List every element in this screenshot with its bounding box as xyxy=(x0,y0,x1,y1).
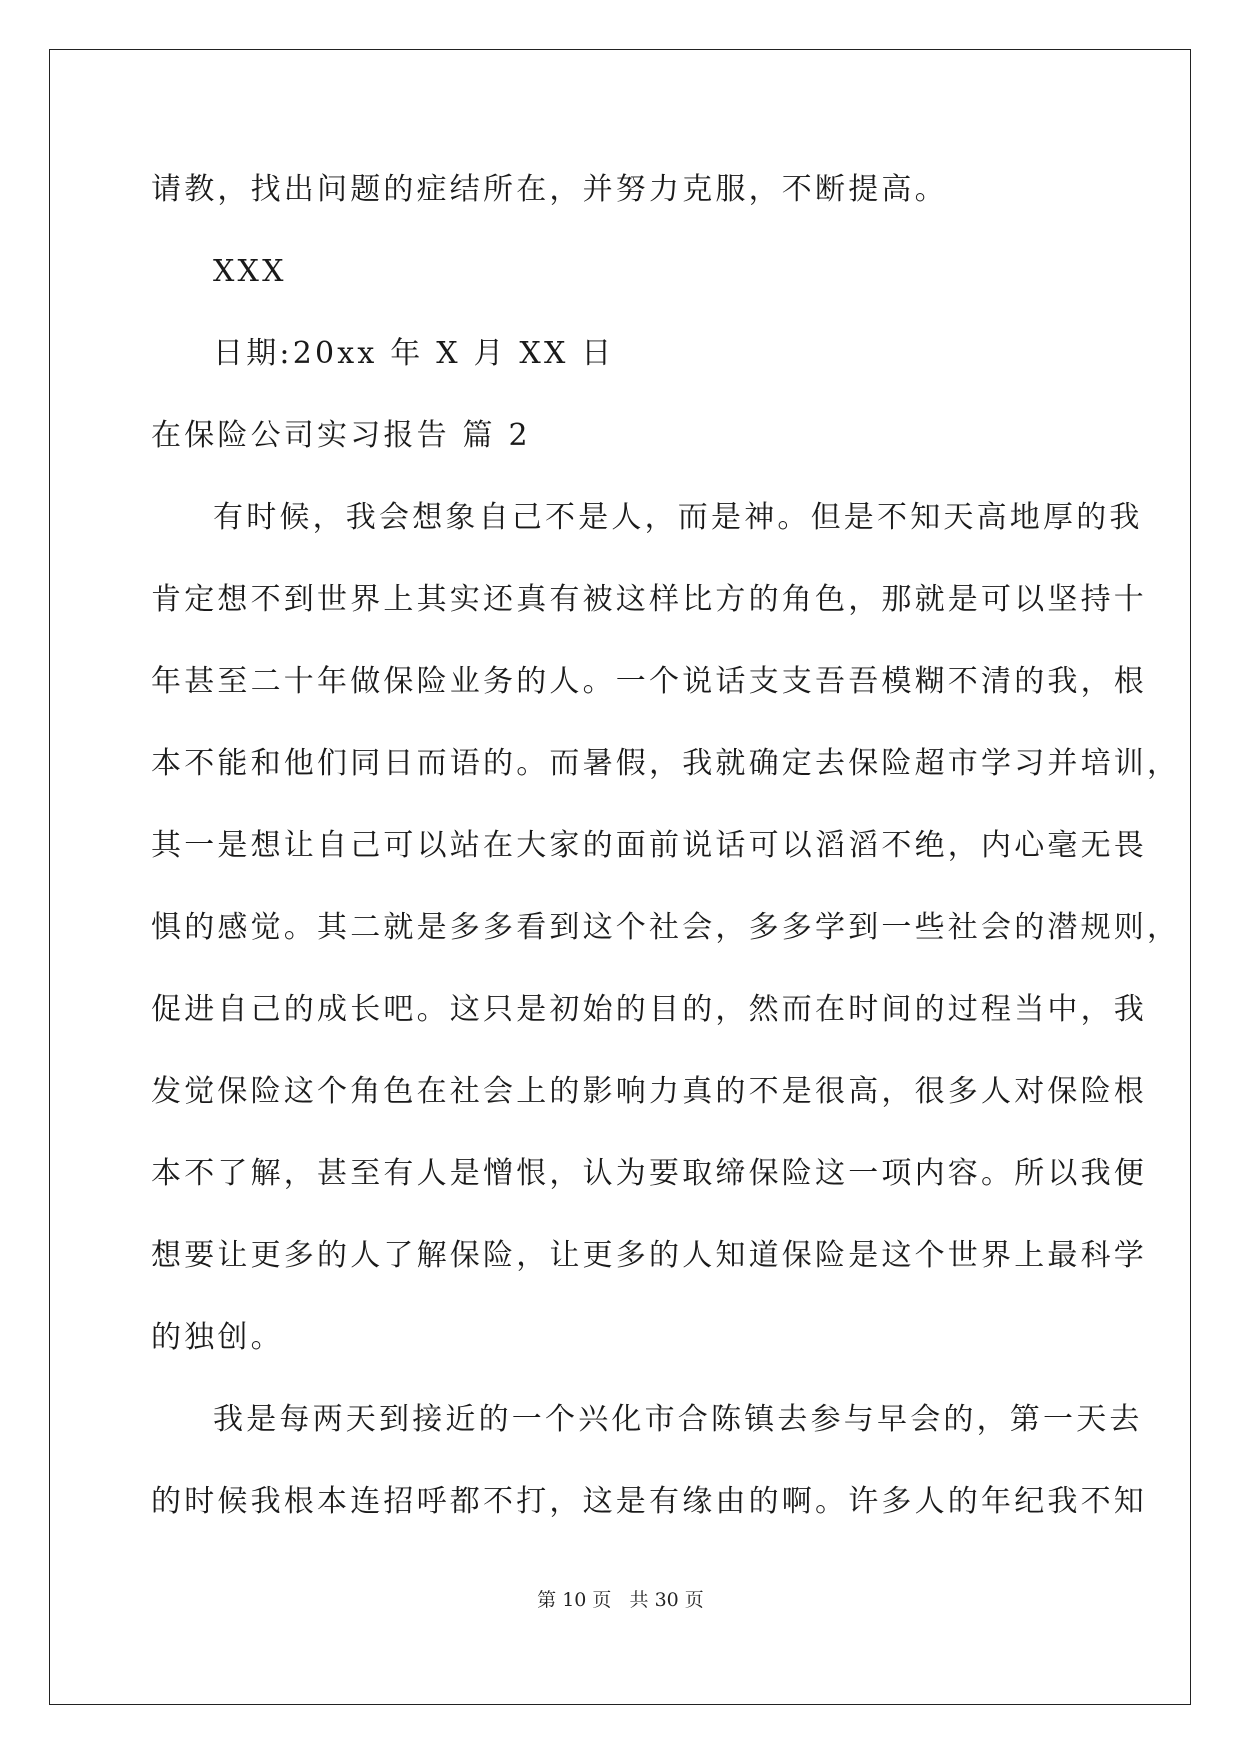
body-line: 本不能和他们同日而语的。而暑假，我就确定去保险超市学习并培训， xyxy=(151,746,1181,781)
page-footer: 第 10 页 共 30 页 xyxy=(537,1589,704,1611)
page-border xyxy=(49,49,1191,1705)
body-line: 我是每两天到接近的一个兴化市合陈镇去参与早会的，第一天去 xyxy=(213,1402,1143,1437)
body-line: 发觉保险这个角色在社会上的影响力真的不是很高，很多人对保险根 xyxy=(151,1074,1147,1109)
body-line: 其一是想让自己可以站在大家的面前说话可以滔滔不绝，内心毫无畏 xyxy=(151,828,1147,863)
body-line: 本不了解，甚至有人是憎恨，认为要取缔保险这一项内容。所以我便 xyxy=(151,1156,1147,1191)
body-line: 的时候我根本连招呼都不打，这是有缘由的啊。许多人的年纪我不知 xyxy=(151,1484,1147,1519)
body-line: 年甚至二十年做保险业务的人。一个说话支支吾吾模糊不清的我，根 xyxy=(151,664,1147,699)
signature-date: 日期:20xx 年 X 月 XX 日 xyxy=(213,336,615,371)
section-heading: 在保险公司实习报告 篇 2 xyxy=(151,418,531,453)
body-line: 促进自己的成长吧。这只是初始的目的，然而在时间的过程当中，我 xyxy=(151,992,1147,1027)
body-line: 想要让更多的人了解保险，让更多的人知道保险是这个世界上最科学 xyxy=(151,1238,1147,1273)
body-line: 的独创。 xyxy=(151,1320,284,1355)
body-line: 肯定想不到世界上其实还真有被这样比方的角色，那就是可以坚持十 xyxy=(151,582,1147,617)
body-line: 请教，找出问题的症结所在，并努力克服，不断提高。 xyxy=(151,172,948,207)
body-line: 惧的感觉。其二就是多多看到这个社会，多多学到一些社会的潜规则， xyxy=(151,910,1181,945)
signature-name: XXX xyxy=(213,254,287,289)
body-line: 有时候，我会想象自己不是人，而是神。但是不知天高地厚的我 xyxy=(213,500,1143,535)
